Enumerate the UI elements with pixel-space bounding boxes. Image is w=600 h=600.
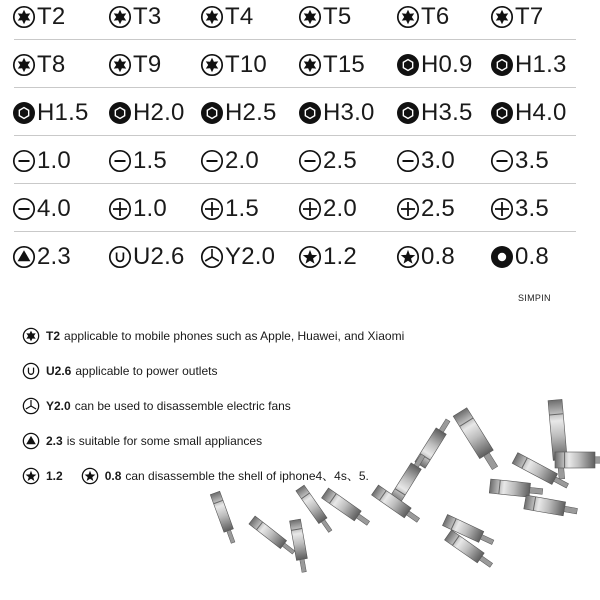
bit-size-label: 3.5 [515,147,549,174]
bit-size-label: 0.8 [515,243,549,270]
slot-icon [12,197,36,221]
torx-icon [298,53,322,77]
bit-cell [396,194,455,224]
bit-name: U2.6 [46,363,72,378]
bit-row [0,88,600,136]
pentalobe-icon [298,245,322,269]
bit-size-label: T2 [37,3,66,30]
bit-cell [298,50,365,80]
bit-cell [12,146,71,176]
bit-size-label: T6 [421,3,450,30]
screwdriver-bit [489,479,543,498]
bit-grid [0,0,600,280]
bit-size-label: 1.2 [323,243,357,270]
bit-size-label: T4 [225,3,254,30]
bit-cell [396,50,473,80]
bit-cell [298,242,357,272]
hex-icon [396,101,420,125]
bit-size-label: U2.6 [133,243,185,270]
bit-cell [396,98,473,128]
bit-size-label: H2.5 [225,99,277,126]
hex-icon [200,101,224,125]
torx-icon [200,53,224,77]
bit-cell [200,2,253,32]
torx-icon [298,5,322,29]
bit-size-label: 4.0 [37,195,71,222]
bit-size-label: 3.5 [515,195,549,222]
bit-size-label: T9 [133,51,162,78]
bit-size-label: 2.3 [37,243,71,270]
bit-cell [298,194,357,224]
bit-cell [490,242,549,272]
hex-icon [12,101,36,125]
bit-row [0,0,600,40]
bit-size-label: 1.5 [133,147,167,174]
torx-icon [396,5,420,29]
screwdriver-bit [210,491,237,544]
brand-label: SIMPIN [518,293,551,303]
bit-row [0,136,600,184]
torx-icon [22,327,46,345]
note-text: can disassemble the shell of iphone4、4s、5. [125,469,369,483]
bit-size-label: T15 [323,51,365,78]
slot-icon [200,149,224,173]
slot-icon [12,149,36,173]
bit-cell [200,194,259,224]
bit-row [0,40,600,88]
bit-size-label: 1.0 [133,195,167,222]
screwdriver-bits-photo [200,390,600,600]
bit-size-label: Y2.0 [225,243,276,270]
bit-cell [12,2,65,32]
bit-size-label: T8 [37,51,66,78]
ring-icon [490,245,514,269]
bit-cell [396,242,455,272]
bit-cell [396,146,455,176]
screwdriver-bit [453,408,502,472]
bit-size-label: H2.0 [133,99,185,126]
note-text: can be used to disassemble electric fans [74,398,291,413]
bit-cell [298,2,351,32]
screwdriver-bit [524,495,578,518]
screwdriver-bit [555,452,600,468]
hex-icon [396,53,420,77]
note-text: applicable to mobile phones such as Apple, Huawei, and Xiaomi [64,328,405,343]
bit-size-label: 3.0 [421,147,455,174]
triangle-icon [12,245,36,269]
screwdriver-bit [390,452,428,503]
screwdriver-bit [322,488,372,528]
u-icon [22,362,46,380]
bit-cell [108,194,167,224]
hex-icon [490,101,514,125]
bit-cell [200,146,259,176]
phillips-icon [396,197,420,221]
bit-cell [200,98,277,128]
y-icon [200,245,224,269]
bit-size-label: 1.5 [225,195,259,222]
screwdriver-bit [290,519,310,573]
note-text: is suitable for some small appliances [66,433,263,448]
slot-icon [490,149,514,173]
bit-cell [490,98,567,128]
bit-cell [490,194,549,224]
torx-icon [12,53,36,77]
bit-size-label: 2.5 [323,147,357,174]
phillips-icon [200,197,224,221]
bit-name: 2.3 [46,433,63,448]
note-text: applicable to power outlets [75,363,218,378]
y-icon [22,397,46,415]
bit-size-label: T10 [225,51,267,78]
pentalobe-icon [22,467,46,485]
bit-size-label: T3 [133,3,162,30]
phillips-icon [298,197,322,221]
bit-cell [108,2,161,32]
bit-cell [298,146,357,176]
phillips-icon [108,197,132,221]
hex-icon [108,101,132,125]
u-icon [108,245,132,269]
bit-cell [200,242,275,272]
bit-name: 0.8 [104,468,122,483]
bit-size-label: 2.5 [421,195,455,222]
bit-cell [12,242,71,272]
slot-icon [298,149,322,173]
bit-cell [12,194,71,224]
bit-name: T2 [46,328,61,343]
bit-cell [490,146,549,176]
torx-icon [200,5,224,29]
hex-icon [298,101,322,125]
bit-cell [12,98,89,128]
torx-icon [490,5,514,29]
usage-note [22,318,492,353]
bit-cell [108,242,185,272]
bit-cell [200,50,267,80]
torx-icon [108,5,132,29]
bit-cell [12,50,65,80]
bit-size-label: 2.0 [225,147,259,174]
torx-icon [108,53,132,77]
triangle-icon [22,432,46,450]
bit-row [0,184,600,232]
bit-size-label: 0.8 [421,243,455,270]
bit-cell [108,98,185,128]
bit-cell [490,2,543,32]
bit-size-label: H1.5 [37,99,89,126]
bit-row [0,232,600,280]
bit-size-label: H3.0 [323,99,375,126]
phillips-icon [490,197,514,221]
slot-icon [108,149,132,173]
bit-size-label: T5 [323,3,352,30]
bit-cell [108,146,167,176]
pentalobe-icon [81,467,105,485]
bit-cell [490,50,567,80]
bit-size-label: H4.0 [515,99,567,126]
torx-icon [12,5,36,29]
bit-size-label: T7 [515,3,544,30]
usage-note [22,353,492,388]
bit-size-label: H1.3 [515,51,567,78]
bit-cell [108,50,161,80]
bit-name: 1.2 [46,468,63,483]
bit-size-label: 1.0 [37,147,71,174]
bit-size-label: H3.5 [421,99,473,126]
bit-name: Y2.0 [46,398,71,413]
bit-cell [396,2,449,32]
bit-size-label: H0.9 [421,51,473,78]
pentalobe-icon [396,245,420,269]
hex-icon [490,53,514,77]
bit-size-label: 2.0 [323,195,357,222]
slot-icon [396,149,420,173]
bit-cell [298,98,375,128]
